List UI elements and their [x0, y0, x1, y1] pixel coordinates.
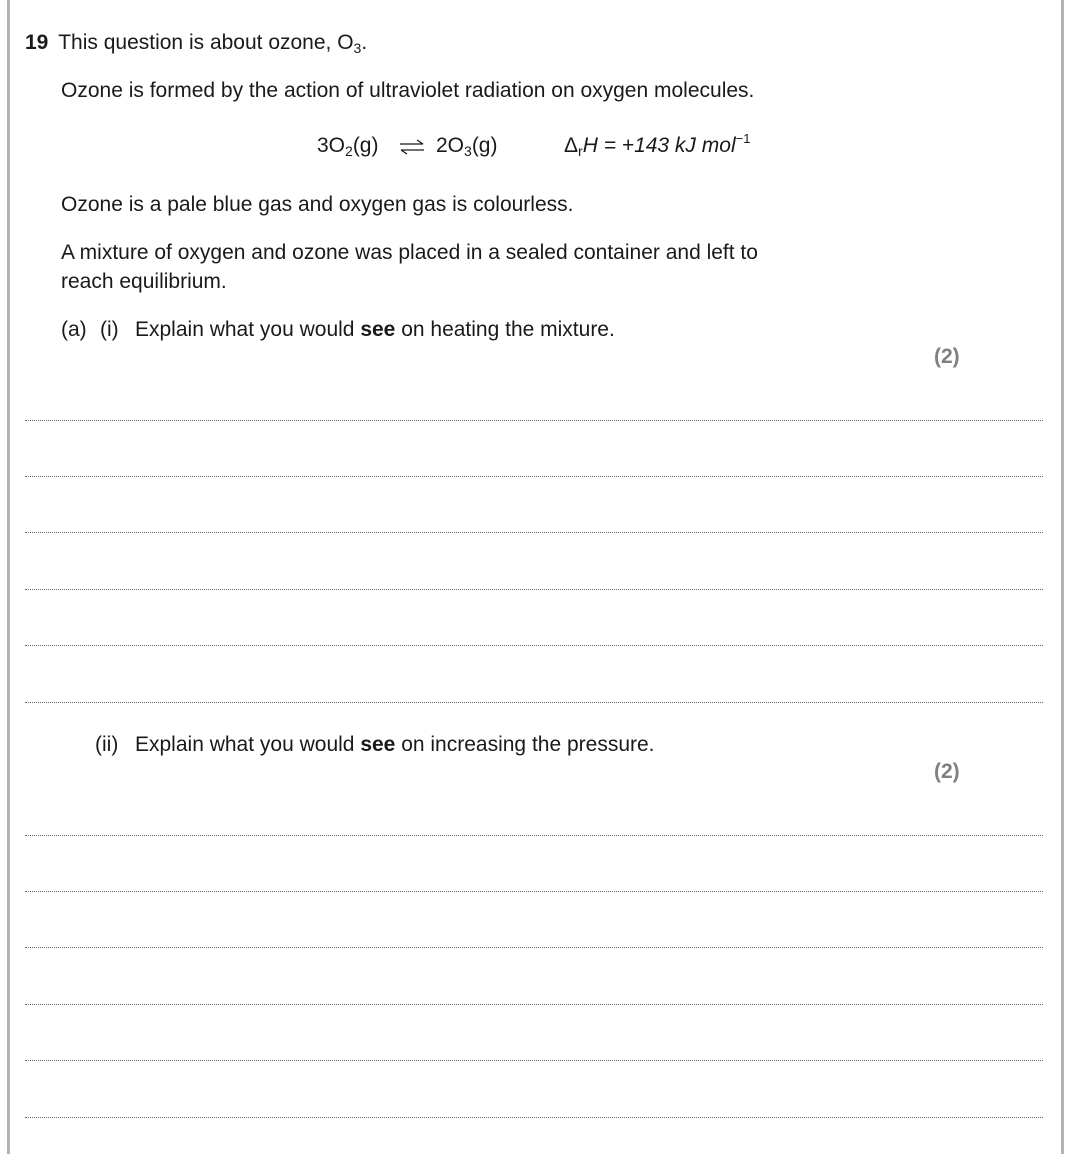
answer-line-a-ii-5[interactable] [25, 1060, 1043, 1061]
answer-line-a-ii-2[interactable] [25, 891, 1043, 892]
part-a-ii-label: (ii) [95, 733, 119, 756]
enthalpy-value: H = +143 kJ mol [582, 134, 736, 157]
answer-line-a-i-1[interactable] [25, 420, 1043, 421]
answer-line-a-i-2[interactable] [25, 476, 1043, 477]
part-a-i-question [135, 315, 615, 344]
question-intro: This question is about ozone, O [58, 31, 354, 54]
equilibrium-arrow-icon [398, 139, 426, 155]
answer-line-a-i-4[interactable] [25, 589, 1043, 590]
page-border-left [7, 0, 10, 1154]
enthalpy-unit-superscript: −1 [735, 131, 751, 146]
part-a-i-text-before: Explain what you would [135, 318, 361, 341]
reactant-state: (g) [352, 134, 379, 157]
paragraph-mixture-line2: reach equilibrium. [61, 270, 227, 293]
paragraph-colours: Ozone is a pale blue gas and oxygen gas is colourless. [61, 193, 574, 216]
answer-line-a-ii-4[interactable] [25, 1004, 1043, 1005]
product-subscript: 3 [464, 143, 472, 159]
answer-line-a-i-3[interactable] [25, 532, 1043, 533]
part-a-i-marks: (2) [934, 345, 960, 368]
question-number: 19 [25, 31, 49, 54]
reactant-formula: 3O [317, 134, 346, 157]
product-formula: 2O [436, 134, 465, 157]
question-intro-end: . [361, 31, 368, 54]
paragraph-mixture-line1: A mixture of oxygen and ozone was placed in a sealed container and left to [61, 241, 758, 264]
reactant-subscript: 2 [345, 143, 353, 159]
delta-symbol: Δ [564, 134, 579, 157]
part-a-i-label: (i) [100, 318, 119, 341]
part-a-ii-bold-word: see [360, 733, 396, 756]
question-intro-subscript: 3 [353, 40, 362, 56]
part-a-ii-marks: (2) [934, 760, 960, 783]
part-a-ii-text-after: on increasing the pressure. [395, 733, 655, 756]
part-a-ii-question [135, 730, 655, 759]
part-a-ii-text-before: Explain what you would [135, 733, 361, 756]
answer-line-a-ii-6[interactable] [25, 1117, 1043, 1118]
delta-subscript: r [578, 143, 583, 159]
part-a-label: (a) [61, 318, 87, 341]
part-a-i-bold-word: see [360, 318, 396, 341]
equation-reactant [317, 134, 378, 158]
paragraph-ozone-formation: Ozone is formed by the action of ultraviolet radiation on oxygen molecules. [61, 79, 755, 102]
enthalpy-change [564, 131, 751, 159]
page-border-right [1061, 0, 1064, 1154]
equation-product [436, 134, 497, 158]
question-heading [25, 28, 367, 57]
answer-line-a-i-6[interactable] [25, 702, 1043, 703]
answer-line-a-ii-1[interactable] [25, 835, 1043, 836]
part-a-i-text-after: on heating the mixture. [395, 318, 615, 341]
answer-line-a-i-5[interactable] [25, 645, 1043, 646]
product-state: (g) [471, 134, 498, 157]
answer-line-a-ii-3[interactable] [25, 947, 1043, 948]
